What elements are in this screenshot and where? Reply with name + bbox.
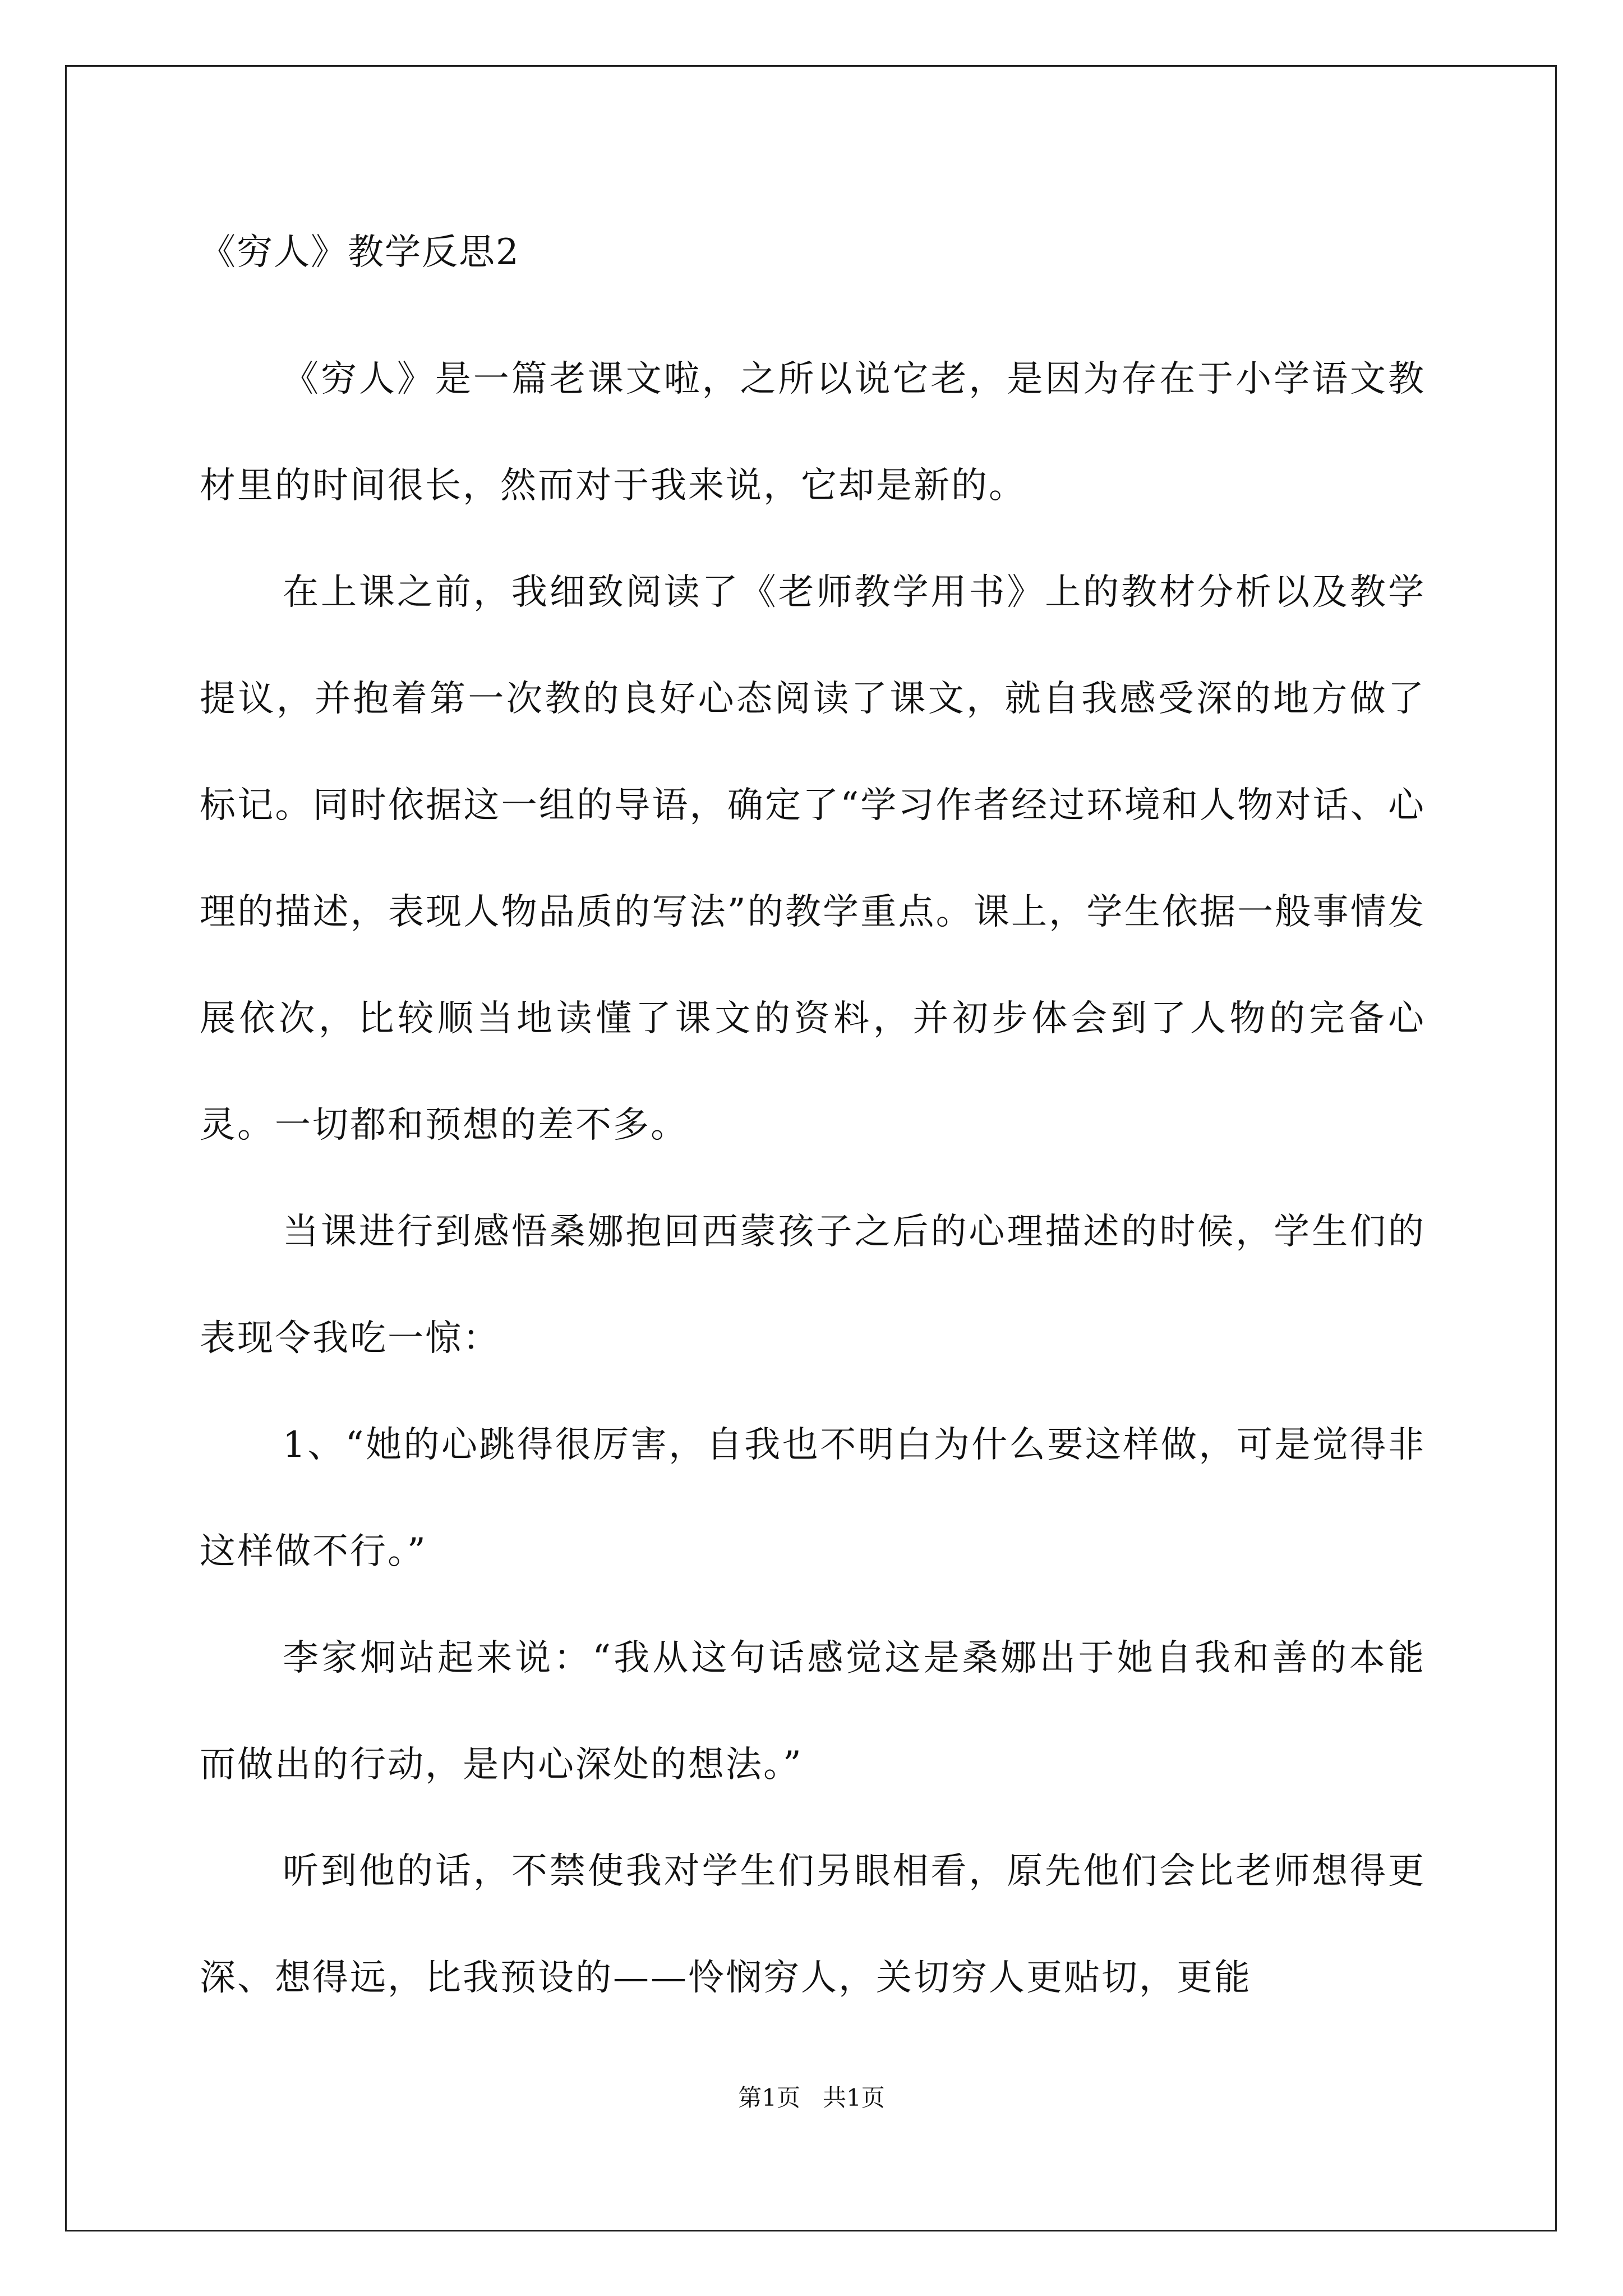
paragraph-6: 听到他的话，不禁使我对学生们另眼相看，原先他们会比老师想得更深、想得远，比我预设的——怜悯穷人，关切穷人更贴切，更能 (200, 1851, 1426, 1999)
page-footer: 第1页 共1页 (738, 2084, 885, 2111)
document-title: 《穷人》教学反思2 (200, 232, 520, 273)
paragraph-4: 1、“她的心跳得很厉害，自我也不明白为什么要这样做，可是觉得非这样做不行。” (200, 1424, 1426, 1572)
paragraph-3: 当课进行到感悟桑娜抱回西蒙孩子之后的心理描述的时候，学生们的表现令我吃一惊： (200, 1211, 1426, 1359)
paragraph-2: 在上课之前，我细致阅读了《老师教学用书》上的教材分析以及教学提议，并抱着第一次教的良好心态阅读了课文，就自我感受深的地方做了标记。同时依据这一组的导语，确定了“学习作者经过环境和人物对话、心理的描述，表现人物品质的写法”的教学重点。课上，学生依据一般事情发展依次，比较顺当地读懂了课文的资料，并初步体会到了人物的完备心灵。一切都和预想的差不多。 (200, 572, 1426, 1146)
paragraph-5: 李家炯站起来说：“我从这句话感觉这是桑娜出于她自我和善的本能而做出的行动，是内心深处的想法。” (200, 1637, 1426, 1786)
document-body (200, 326, 1426, 2031)
paragraph-1: 《穷人》是一篇老课文啦，之所以说它老，是因为存在于小学语文教材里的时间很长，然而对于我来说，它却是新的。 (200, 358, 1426, 507)
